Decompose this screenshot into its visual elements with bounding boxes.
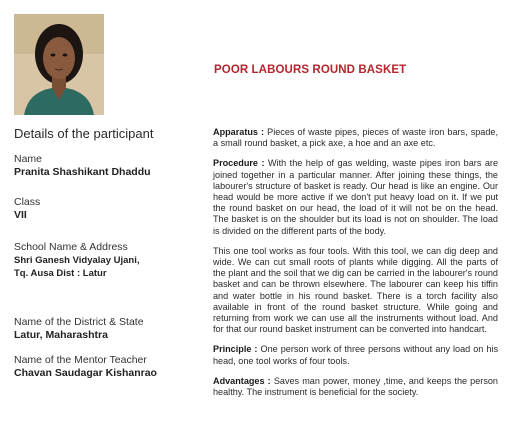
advantages-label: Advantages : [213,375,271,386]
district-block [14,316,144,342]
participant-details [14,126,204,379]
class-block [14,196,40,222]
principle-paragraph [213,344,498,366]
advantages-text: Saves man power, money ,time, and keeps the person healthy. The instrument is beneficial for the society. [213,375,498,398]
principle-text: One person work of three persons without any load on his head, one tool works of four tools. [213,344,499,366]
tools-paragraph: This one tool works as four tools. With this tool, we can dig deep and wide. We can cut small roots of plants while digging. All the parts of the plant and the soil that we dig can be carried in the labourer's round basket and can be thrown elsewhere. The labourer can keep his tiffin and water bottle in his round basket. There is a torch facility also available in front of the round basket structure. While going and returning from work we can use all the instruments without load. And for that our round basket instrument can be converted into handcart. [213,245,498,335]
page-title: POOR LABOURS ROUND BASKET [214,64,407,76]
school-line-2: Tq. Ausa Dist : Latur [14,268,107,279]
mentor-block [14,354,157,380]
mentor-label: Name of the Mentor Teacher [14,354,147,366]
name-label: Name [14,153,43,165]
details-heading: Details of the participant [14,126,154,141]
district-value: Latur, Maharashtra [14,329,108,341]
school-line-1: Shri Ganesh Vidyalay Ujani, [14,255,140,266]
advantages-paragraph [213,376,498,398]
class-label: Class [14,196,41,208]
portrait-icon [14,14,104,115]
procedure-text: With the help of gas welding, waste pipes iron bars are joined together in a particular manner. After joining these things, the labourer's structure of basket is ready. Our head is like an engine. Our head would be more active if we don't put heavy load on it. If we put the round basket on our head, the load of it will not be on the head. The basket is on the shoulder but its load is not on shoulder. The load is divided on the different parts of the body. [213,158,498,236]
district-label: Name of the District & State [14,316,144,328]
project-description [213,127,498,407]
apparatus-label: Apparatus : [213,127,265,137]
apparatus-paragraph [213,127,498,149]
procedure-label: Procedure : [213,158,265,169]
name-block [14,153,151,179]
apparatus-text: Pieces of waste pipes, pieces of waste iron bars, spade, a small round basket, a pick axe, a hoe and an axe etc. [213,127,499,149]
class-value: VII [14,209,27,221]
name-value: Pranita Shashikant Dhaddu [14,166,151,178]
participant-photo [14,14,104,115]
school-label: School Name & Address [14,241,128,253]
principle-label: Principle : [213,344,258,355]
procedure-paragraph [213,158,498,236]
school-block [14,241,140,280]
mentor-value: Chavan Saudagar Kishanrao [14,367,157,379]
